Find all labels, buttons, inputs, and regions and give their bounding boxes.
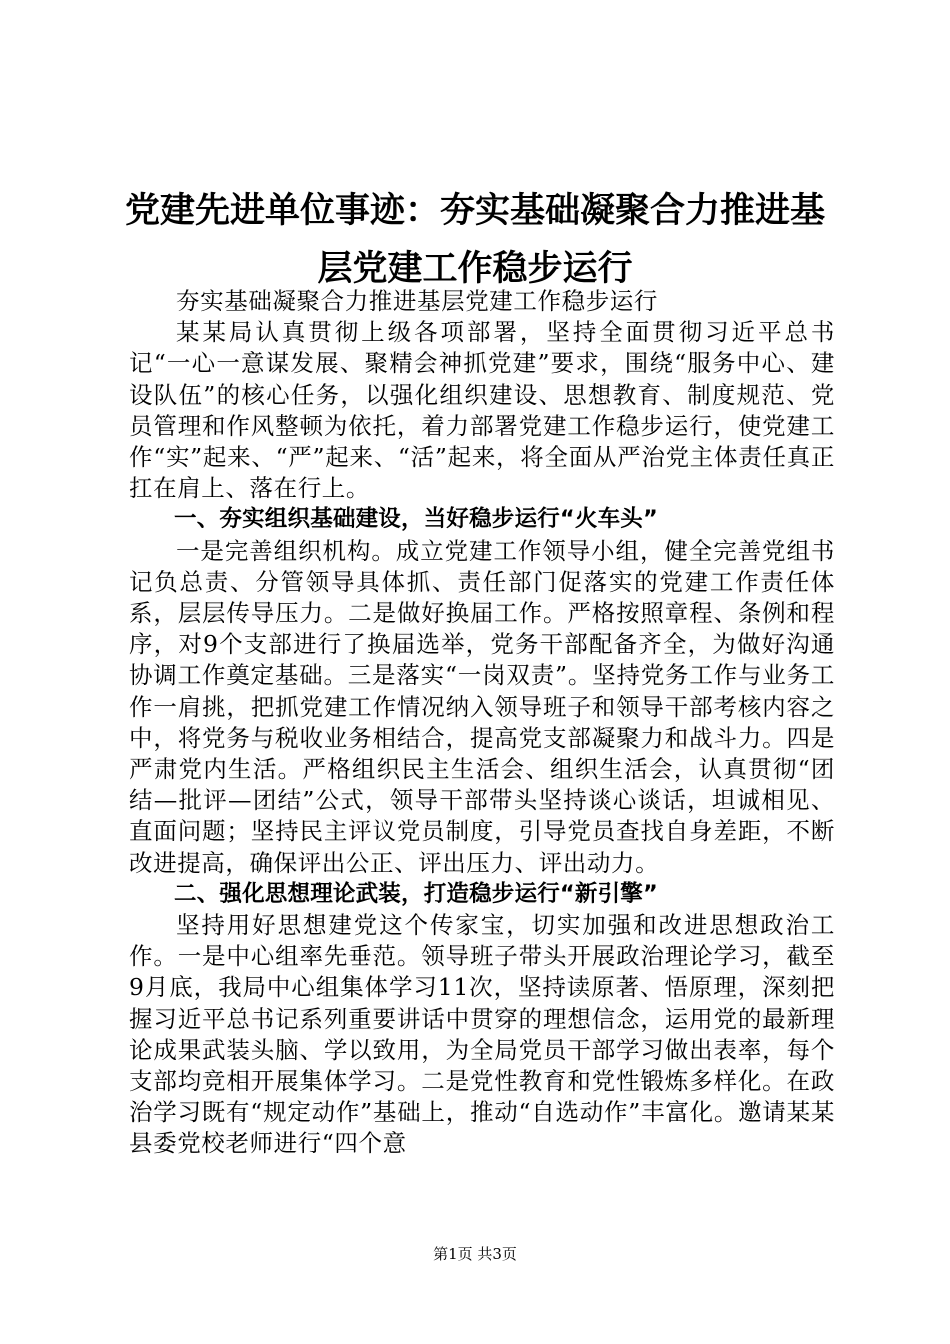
- document-body: [129, 286, 835, 1160]
- document-title-line-1: 党建先进单位事迹：夯实基础凝聚合力推进基: [124, 191, 825, 231]
- intro-paragraph: 某某局认真贯彻上级各项部署，坚持全面贯彻习近平总书记“一心一意谋发展、聚精会神抓党建”要求，围绕“服务中心、建设队伍”的核心任务，以强化组织建设、思想教育、制度规范、党员管理和作风整顿为依托，着力部署党建工作稳步运行，使党建工作“实”起来、“严”起来、“活”起来，将全面从严治党主体责任真正扛在肩上、落在行上。: [129, 318, 835, 503]
- section-1-text: 一是完善组织机构。成立党建工作领导小组，健全完善党组书记负总责、分管领导具体抓、责任部门促落实的党建工作责任体系，层层传导压力。二是做好换届工作。严格按照章程、条例和程序，对9个支部进行了换届选举，党务干部配备齐全，为做好沟通协调工作奠定基础。三是落实“一岗双责”。坚持党务工作与业务工作一肩挑，把抓党建工作情况纳入领导班子和领导干部考核内容之中，将党务与税收业务相结合，提高党支部凝聚力和战斗力。四是严肃党内生活。严格组织民主生活会、组织生活会，认真贯彻“团结—批评—团结”公式，领导干部带头坚持谈心谈话，坦诚相见、直面问题；坚持民主评议党员制度，引导党员查找自身差距，不断改进提高，确保评出公正、评出压力、评出动力。: [129, 536, 835, 877]
- page-footer: 第1页 共3页: [433, 1245, 517, 1263]
- document-subtitle: 夯实基础凝聚合力推进基层党建工作稳步运行: [176, 287, 658, 315]
- document-title-line-2: 层党建工作稳步运行: [317, 249, 633, 289]
- section-2-heading: 二、强化思想理论武装，打造稳步运行“新引擎”: [174, 880, 658, 907]
- section-1-heading: 一、夯实组织基础建设，当好稳步运行“火车头”: [174, 506, 658, 533]
- section-2-text: 坚持用好思想建党这个传家宝，切实加强和改进思想政治工作。一是中心组率先垂范。领导班子带头开展政治理论学习，截至9月底，我局中心组集体学习11次，坚持读原著、悟原理，深刻把握习近平总书记系列重要讲话中贯穿的理想信念，运用党的最新理论成果武装头脑、学以致用，为全局党员干部学习做出表率，每个支部均竞相开展集体学习。二是党性教育和党性锻炼多样化。在政治学习既有“规定动作”基础上，推动“自选动作”丰富化。邀请某某县委党校老师进行“四个意: [129, 911, 835, 1158]
